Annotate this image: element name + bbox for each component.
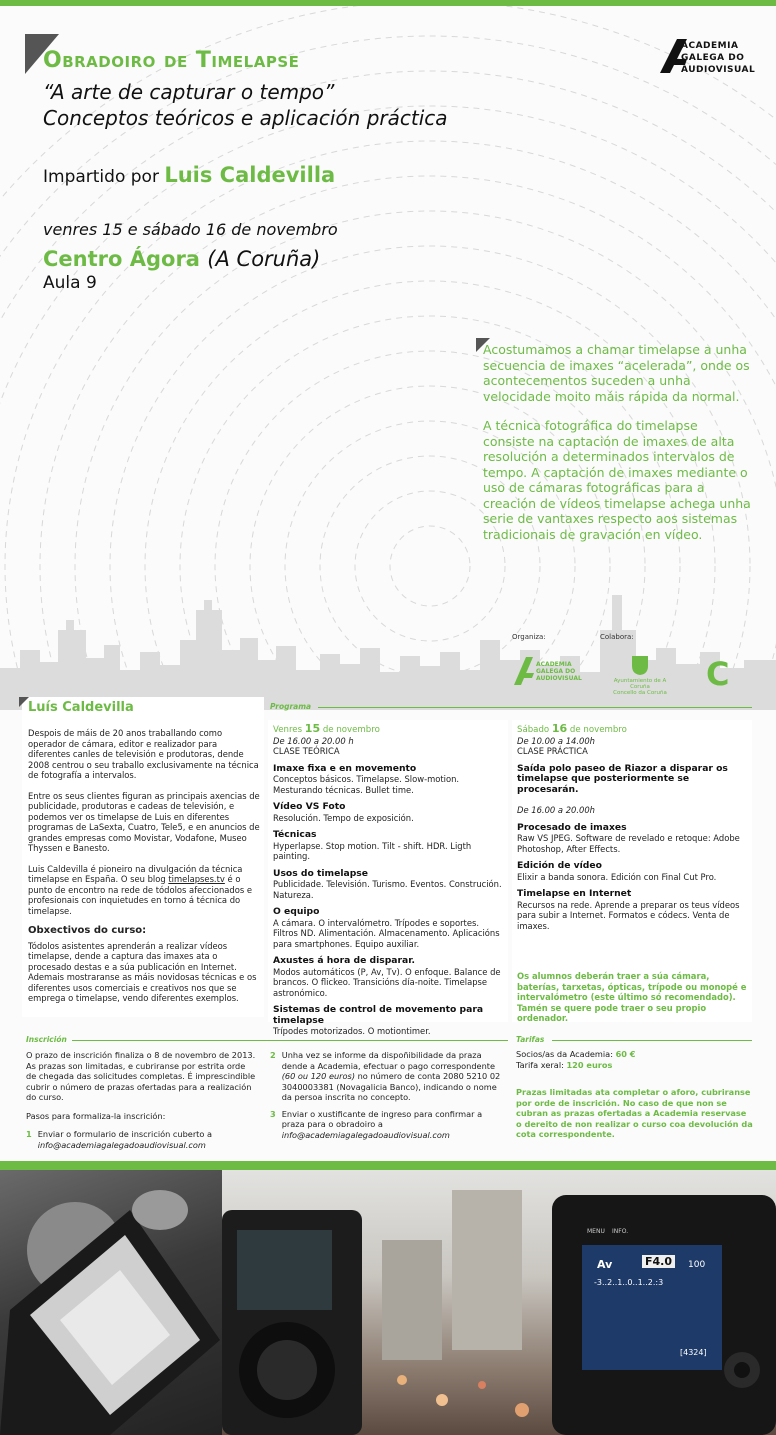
- step-3: [270, 1109, 506, 1141]
- sat-day-a: Sábado: [517, 725, 552, 735]
- fri-item-text: Modos automáticos (P, Av, Tv). O enfoque. Balance de brancos. O flickeo. Transicións día-noite. Timelapse astronómico.: [273, 966, 501, 998]
- inscricion-text: O prazo de inscrición finaliza o 8 de novembro de 2013. As prazas son limitadas, e cubriranse por estrita orde de chegada das solicitudes completas. É imprescindible cubrir o número de prazas ofertadas para a realización do curso.: [26, 1050, 256, 1102]
- fri-day-num: 15: [304, 722, 321, 735]
- equipment-note: Os alumnos deberán traer a súa cámara, baterías, tarxetas, ópticas, trípode ou monopé e intervalómetro (este último só recomendado). Tamén se quere pode traer o seu propio ordenador.: [517, 971, 747, 1023]
- steps-title: Pasos para formaliza-la inscrición:: [26, 1110, 166, 1121]
- concello-line-2: Concello da Coruña: [613, 690, 667, 696]
- photo-cameras: [222, 1170, 776, 1435]
- step-3-a: Enviar o xustificante de ingreso para confirmar a praza para o obradoiro a: [281, 1108, 483, 1129]
- fri-item-text: Hyperlapse. Stop motion. Tilt - shift. HDR. Ligth painting.: [273, 840, 472, 861]
- inscricion-right: [270, 1050, 506, 1140]
- fri-item-heading: Axustes á hora de disparar.: [273, 955, 415, 966]
- objectives-title: Obxectivos do curso:: [28, 925, 147, 936]
- sponsor-academia-line-3: AUDIOVISUAL: [536, 675, 582, 682]
- fri-item-heading: Sistemas de control de movemento para timelapse: [273, 1004, 484, 1026]
- friday-column: [273, 724, 505, 1037]
- sponsor-academia-line-2: GALEGA DO: [536, 668, 576, 675]
- bio-paragraph-3: [28, 864, 260, 917]
- bottom-accent-bar: [0, 1161, 776, 1170]
- saturday-outing: Saída polo paseo de Riazor a disparar os timelapse que posteriormente se procesarán.: [517, 762, 728, 795]
- sat-item-text: Raw VS JPEG. Software de revelado e retoque: Adobe Photoshop, After Effects.: [517, 833, 740, 854]
- bio-p3-a: Luis Caldevilla é pioneiro na divulgación da técnica timelapse en España. O seu blog: [28, 863, 243, 884]
- fri-item-text: Publicidade. Televisión. Turismo. Eventos. Construción. Natureza.: [273, 879, 502, 900]
- friday-type: CLASE TEÓRICA: [273, 746, 340, 756]
- programa-rule: [318, 707, 752, 708]
- instructor-laptop-image: [0, 1170, 222, 1435]
- sat-day-b: de novembro: [567, 725, 627, 735]
- sat-day-num: 16: [551, 722, 568, 735]
- venue-line: [43, 247, 320, 271]
- saturday-time: De 10.00 a 14.00h: [517, 735, 595, 746]
- sat-item-heading: Procesado de imaxes: [517, 821, 627, 833]
- xeral-price: 120 euros: [566, 1060, 613, 1070]
- step-1: [26, 1129, 258, 1150]
- intro-text: [483, 342, 753, 556]
- organiza-academia-text: [536, 661, 582, 682]
- camera-aperture: F4.0: [642, 1255, 675, 1268]
- tarifas-rule: [552, 1040, 752, 1041]
- programa-label: Programa: [270, 702, 312, 711]
- c-mark-logo: C: [706, 655, 730, 693]
- logo-line-3: AUDIOVISUAL: [681, 65, 756, 75]
- camera-shots-remaining: [4324]: [680, 1348, 707, 1357]
- step-2-price: (60 ou 120 euros): [281, 1071, 356, 1081]
- concello-coruna-logo: [605, 654, 675, 696]
- socios-label: Socios/as da Academia:: [516, 1049, 616, 1059]
- sat-item-heading: Edición de vídeo: [517, 860, 602, 871]
- concello-line-1: Ayuntamiento de A Coruña: [613, 678, 667, 690]
- objectives-text: Tódolos asistentes aprenderán a realizar vídeos timelapse, dende a captura das imaxes ata o procesado destas e a súa publicación en Internet. Ademais mostraranse as máis novidosas técnicas e os diferentes usos comerciais e creativos nos que se emprega o timelapse, vendo diferentes exemplos.: [28, 940, 257, 1003]
- event-dates: venres 15 e sábado 16 de novembro: [43, 220, 338, 239]
- saturday-day: [517, 724, 749, 736]
- tarifas-block: [516, 1049, 754, 1140]
- bio-name: Luís Caldevilla: [28, 700, 134, 715]
- tarifas-note: Prazas limitadas ata completar o aforo, cubriranse por orde de inscrición. No caso de que non se cubran as prazas ofertadas a Academia reservase o dereito de non realizar o curso coa devolución da cota correspondente.: [516, 1087, 753, 1139]
- imparted-prefix: Impartido por: [43, 167, 165, 187]
- inscricion-label: Inscrición: [26, 1035, 67, 1044]
- fri-item-heading: Imaxe fixa e en movemento: [273, 762, 417, 774]
- fri-item-heading: Usos do timelapse: [273, 867, 368, 879]
- bio-p3-b: é o punto de encontro na rede de tódolos afeccionados e profesionais con inquietudes en torno á técnica do timelapse.: [28, 874, 253, 916]
- step-number: 1: [26, 1129, 32, 1139]
- camera-exposure-scale: -3..2..1..0..1..2.:3: [594, 1278, 664, 1287]
- room: Aula 9: [43, 273, 97, 293]
- step-3-text: [282, 1109, 506, 1141]
- intro-paragraph-2: A técnica fotográfica do timelapse consiste na captación de imaxes de alta resolución a determinados intervalos de tempo. A captación de imaxes mediante o uso de cámaras fotográficas para a creación de vídeos timelapse achega unha serie de vantaxes respecto aos sistemas tradicionais de gravación en vídeo.: [483, 418, 751, 542]
- colabora-label: Colabora:: [600, 633, 634, 641]
- instructor-name: Luis Caldevilla: [164, 163, 336, 187]
- step-1-text: [38, 1129, 258, 1150]
- tarifas-label: Tarifas: [516, 1035, 545, 1044]
- camera-info-label: INFO.: [612, 1228, 629, 1235]
- friday-time: De 16.00 a 20.00 h: [273, 735, 354, 746]
- step-number: 3: [270, 1108, 276, 1119]
- bio-text: [28, 728, 260, 1014]
- sat-item-heading: Timelapse en Internet: [517, 888, 632, 899]
- step-number: 2: [270, 1050, 276, 1060]
- bio-paragraph-1: Despois de máis de 20 anos traballando como operador de cámara, editor e realizador para diferentes canles de televisión e produtoras, dende 2008 centrou o seu traballo exclusivamente na técnica de fotografía a intervalos.: [28, 728, 259, 780]
- sat-item-text: Elixir a banda sonora. Edición con Final Cut Pro.: [517, 871, 717, 882]
- fri-item-heading: Vídeo VS Foto: [273, 801, 346, 812]
- fri-item-text: Trípodes motorizados. O motiontimer.: [273, 1026, 431, 1036]
- logo-line-2: GALEGA DO: [681, 53, 745, 63]
- saturday-column: [517, 724, 749, 1024]
- subtitle-concepts: Conceptos teóricos e aplicación práctica: [43, 106, 448, 130]
- instructor-line: [43, 163, 335, 187]
- step-2-text: [282, 1050, 506, 1103]
- step-2-b: no número de conta 2080 5210 02 3040003381 (Novagalicia Banco), indicando o nome da persoa inscrita no concepto.: [281, 1071, 501, 1102]
- saturday-time-2: De 16.00 a 20.00h: [517, 805, 595, 815]
- camera-scene-image: [222, 1170, 776, 1435]
- logo-line-1: ACADEMIA: [681, 41, 739, 51]
- subtitle-quote: “A arte de capturar o tempo”: [43, 80, 335, 104]
- bio-paragraph-2: Entre os seus clientes figuran as principais axencias de publicidade, produtoras e cadeas de televisión, e podemos ver os timelapse de Luis en diferentes programas de LaSexta, Cuatro, Tele5, e en anuncios de grandes empresas como Movistar, Vodafone, Museo Thyssen e Banesto.: [28, 790, 260, 853]
- venue-name: Centro Ágora: [43, 247, 208, 271]
- coat-of-arms-icon: [630, 654, 650, 676]
- intro-paragraph-1: Acostumamos a chamar timelapse a unha secuencia de imaxes “acelerada”, onde os acontecementos suceden a unha velocidade moito máis rápida da normal.: [483, 342, 750, 404]
- fri-day-b: de novembro: [320, 725, 380, 735]
- friday-day: [273, 724, 505, 736]
- inscricion-rule: [72, 1040, 508, 1041]
- organiza-label: Organiza:: [512, 633, 546, 641]
- step-2-a: Unha vez se informe da dispoñibilidade da praza dende a Academia, efectuar o pago correspondente: [281, 1050, 496, 1071]
- email-link[interactable]: info@academiagalegadoaudiovisual.com: [281, 1129, 450, 1140]
- photo-instructor: [0, 1170, 222, 1435]
- tarifa-xeral: [516, 1060, 754, 1071]
- fri-day-a: Venres: [273, 725, 305, 735]
- step-1-a: Enviar o formulario de inscrición cuberto a: [37, 1129, 213, 1139]
- xeral-label: Tarifa xeral:: [516, 1060, 567, 1070]
- page-title: Obradoiro de Timelapse: [43, 48, 300, 73]
- step-2: [270, 1050, 506, 1103]
- socios-price: 60 €: [615, 1049, 636, 1059]
- fri-item-heading: Técnicas: [273, 829, 317, 840]
- fri-item-text: Conceptos básicos. Timelapse. Slow-motion. Mesturando técnicas. Bullet time.: [273, 774, 460, 795]
- sat-item-text: Recursos na rede. Aprende a preparar os teus vídeos para subir a Internet. Formatos e códecs. Venta de imaxes.: [517, 899, 740, 931]
- email-link[interactable]: info@academiagalegadoaudiovisual.com: [37, 1139, 206, 1150]
- camera-mode: Av: [597, 1258, 613, 1271]
- academia-logo-text: [681, 40, 755, 76]
- venue-city: (A Coruña): [207, 247, 321, 271]
- inscricion-left: [26, 1050, 258, 1150]
- sponsor-academia-line-1: ACADEMIA: [536, 661, 572, 668]
- fri-item-text: Resolución. Tempo de exposición.: [273, 812, 414, 823]
- fri-item-text: A cámara. O intervalómetro. Trípodes e soportes. Filtros ND. Alimentación. Almacenamento. Aplicacións para smartphones. Equipo auxiliar.: [273, 917, 500, 949]
- blog-link[interactable]: timelapses.tv: [168, 874, 225, 884]
- camera-iso: 100: [688, 1260, 706, 1270]
- fri-item-heading: O equipo: [273, 906, 320, 917]
- saturday-type: CLASE PRÁCTICA: [517, 746, 588, 756]
- camera-menu-label: MENU: [587, 1228, 605, 1235]
- tarifa-socios: [516, 1049, 754, 1060]
